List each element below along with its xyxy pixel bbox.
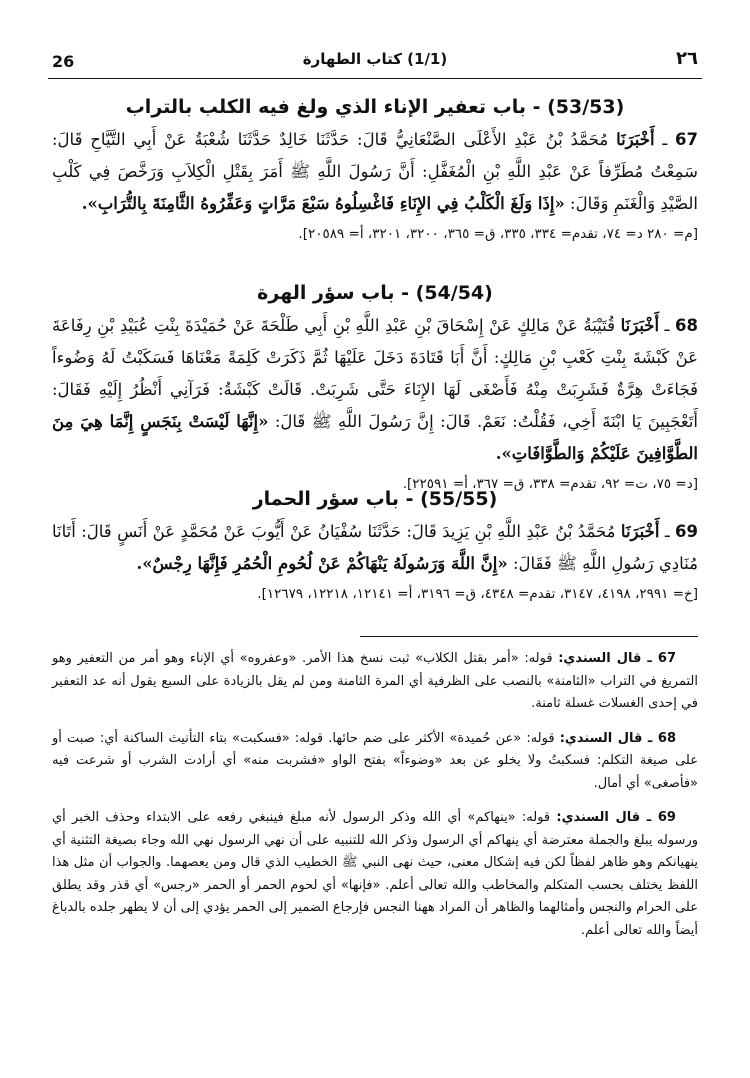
chapter-heading: (55/55) - باب سؤر الحمار bbox=[252, 488, 498, 510]
hadith-matn: «إِنَّ اللَّهَ وَرَسُولَهُ يَنْهَاكُمْ عَنْ لُحُومِ الْحُمُرِ فَإِنَّهَا رِجْسٌ». bbox=[136, 554, 508, 573]
hadith-references: [د= ٧٥، ت= ٩٢، تقدم= ٣٣٨، ق= ٣٦٧، أ= ٢٢٥٩١]. bbox=[402, 476, 698, 492]
hadith-text: 69 ـ أَخْبَرَنَا مُحَمَّدُ بْنُ عَبْدِ اللَّهِ بْنِ يَزِيدَ قَالَ: حَدَّثَنَا سُفْيَانُ عَنْ أَيُّوبَ عَنْ مُحَمَّدٍ عَنْ أَنَسٍ قَالَ: أَتَانَا مُنَادِي رَسُولِ اللَّهِ ﷺ فَقَالَ: «إِنَّ اللَّهَ وَرَسُولَهُ يَنْهَاكُمْ عَنْ لُحُومِ الْحُمُرِ فَإِنَّهَا رِجْسٌ». bbox=[52, 522, 699, 573]
hadith-text: 68 ـ أَخْبَرَنَا قُتَيْبَةُ عَنْ مَالِكٍ عَنْ إِسْحَاقَ بْنِ عَبْدِ اللَّهِ بْنِ أَبِي طَلْحَةَ عَنْ حُمَيْدَةَ بِنْتِ عُبَيْدِ بْنِ رِفَاعَةَ عَنْ كَبْشَةَ بِنْتِ كَعْبِ بْنِ مَالِكٍ: أَنَّ أَبَا قَتَادَةَ دَخَلَ عَلَيْهَا ثُمَّ ذَكَرَتْ كَلِمَةً مَعْنَاهَا فَسَكَبْتُ لَهُ وَضُوءاً فَجَاءَتْ هِرَّةٌ فَشَرِبَتْ مِنْهُ فَأَصْغَى لَهَا الإِنَاءَ حَتَّى شَرِبَتْ. قَالَتْ كَبْشَةُ: فَرَآنِي أَنْظُرُ إِلَيْهِ فَقَالَ: أَتَعْجَبِينَ يَا ابْنَةَ أَخِي، فَقُلْتُ: نَعَمْ. قَالَ: إِنَّ رَسُولَ اللَّهِ ﷺ قَالَ: «إِنَّهَا لَيْسَتْ بِنَجَسٍ إِنَّمَا هِيَ مِنَ الطَّوَّافِينَ عَلَيْكُمْ وَالطَّوَّافَاتِ». bbox=[52, 316, 699, 463]
chapter-heading: (54/54) - باب سؤر الهرة bbox=[257, 282, 493, 304]
chapter-heading: (53/53) - باب تعفير الإناء الذي ولغ فيه الكلب بالتراب bbox=[125, 96, 625, 118]
hadith-block bbox=[52, 310, 698, 496]
footnote-text: قوله: «أمر بقتل الكلاب» ثبت نسخ هذا الأمر. «وعفروه» أي الإناء وهو أمر من التعفير وهو التمريغ في التراب «الثامنة» بالنصب على الظرفية أي المرة الثامنة ومن لم يقل بالزيادة على السبع يقول أنه عد التعفير في إحدى الغسلات غسلة ثامنة. bbox=[52, 651, 698, 711]
hadith-isnad: قُتَيْبَةُ عَنْ مَالِكٍ عَنْ إِسْحَاقَ بْنِ عَبْدِ اللَّهِ بْنِ أَبِي طَلْحَةَ عَنْ حُمَيْدَةَ بِنْتِ عُبَيْدِ بْنِ رِفَاعَةَ عَنْ كَبْشَةَ بِنْتِ كَعْبِ بْنِ مَالِكٍ: أَنَّ أَبَا قَتَادَةَ دَخَلَ عَلَيْهَا ثُمَّ ذَكَرَتْ كَلِمَةً مَعْنَاهَا فَسَكَبْتُ لَهُ وَضُوءاً فَجَاءَتْ هِرَّةٌ فَشَرِبَتْ مِنْهُ فَأَصْغَى لَهَا الإِنَاءَ حَتَّى شَرِبَتْ. قَالَتْ كَبْشَةُ: فَرَآنِي أَنْظُرُ إِلَيْهِ فَقَالَ: أَتَعْجَبِينَ يَا ابْنَةَ أَخِي، فَقُلْتُ: نَعَمْ. قَالَ: إِنَّ رَسُولَ اللَّهِ ﷺ قَالَ: bbox=[52, 316, 699, 431]
page-number-arabic: ٢٦ bbox=[676, 48, 698, 69]
hadith-number: 67 bbox=[675, 130, 699, 149]
footnote-rule bbox=[360, 636, 698, 637]
footnote-text: قوله: «ينهاكم» أي الله وذكر الرسول لأنه مبلغ فينبغي رفعه على الابتداء وحذف الخبر أي ورسوله يبلغ والجملة معترضة أي ينهاكم أي الرسول وذكر الله للتنبيه على أن نهي الرسول نهي الله وجاء بصيغة التثنية أي ينهيانكم وهو ظاهر لفظاً لكن فيه إشكال معنى، حيث نهى النبي ﷺ الخطيب الذي قال ومن يعصهما. والجواب أن مثل هذا اللفظ يختلف بحسب المتكلم والمخاطب والله تعالى أعلم. «فإنها» أي لحوم الحمر أو الحمر «رجس» أي قذر وقد يطلق على الحرام والنجس وأمثالهما والظاهر أن المراد ههنا النجس فإرجاع الضمير إلى الحمر يؤدي إلى أن لا يطهر جلده بالدباغ أيضاً والله تعالى أعلم. bbox=[52, 810, 698, 938]
hadith-references: [م= ٢٨٠ د= ٧٤، تقدم= ٣٣٤، ٣٣٥، ق= ٣٦٥، ٣٢٠٠، ٣٢٠١، أ= ٢٠٥٨٩]. bbox=[298, 226, 698, 242]
footnote-lead: 68 ـ قال السندي: bbox=[559, 730, 676, 746]
footnote bbox=[52, 807, 698, 942]
footnote bbox=[52, 648, 698, 716]
hadith-references: [خ= ٢٩٩١، ٤١٩٨، ٣١٤٧، تقدم= ٤٣٤٨، ق= ٣١٩٦، أ= ١٢١٤١، ١٢٢١٨، ١٢٦٧٩]. bbox=[257, 586, 698, 602]
hadith-isnad: مُحَمَّدُ بْنُ عَبْدِ الأَعْلَى الصَّنْعَانِيُّ قَالَ: حَدَّثَنَا خَالِدٌ حَدَّثَنَا شُعْبَةُ عَنْ أَبِي التَّيَّاحِ قَالَ: سَمِعْتُ مُطَرِّفاً عَنْ عَبْدِ اللَّهِ بْنِ الْمُغَفَّلِ: أَنَّ رَسُولَ اللَّهِ ﷺ أَمَرَ بِقَتْلِ الْكِلاَبِ وَرَخَّصَ فِي كَلْبِ الصَّيْدِ وَالْغَنَمِ وَقَالَ: bbox=[52, 130, 698, 213]
hadith-matn: «إِذَا وَلَغَ الْكَلْبُ فِي الإِنَاءِ فَاغْسِلُوهُ سَبْعَ مَرَّاتٍ وَعَفِّرُوهُ الثَّامِنَةَ بِالتُّرَابِ». bbox=[81, 194, 565, 213]
hadith-number: 68 bbox=[675, 316, 698, 335]
footnotes bbox=[52, 648, 698, 954]
hadith-opening: أَخْبَرَنَا bbox=[620, 522, 660, 541]
hadith-opening: أَخْبَرَنَا bbox=[620, 316, 660, 335]
footnote-text: قوله: «عن حُميدة» الأكثر على ضم حائها. قوله: «فسكبت» بتاء التأنيث الساكنة أي: صبت أو على صيغة التكلم: فسكبتُ ولا يخلو عن بعد «وضوءاً» بفتح الواو «فشربت منه» أي أرادت الشرب أو شرعت فيه «فأصغى» أي أمال. bbox=[52, 730, 698, 791]
page-header bbox=[52, 44, 698, 74]
footnote bbox=[52, 728, 698, 796]
hadith-number: 69 bbox=[675, 522, 699, 541]
hadith-opening: أَخْبَرَنَا bbox=[616, 130, 655, 149]
hadith-text: 67 ـ أَخْبَرَنَا مُحَمَّدُ بْنُ عَبْدِ الأَعْلَى الصَّنْعَانِيُّ قَالَ: حَدَّثَنَا خَالِدٌ حَدَّثَنَا شُعْبَةُ عَنْ أَبِي التَّيَّاحِ قَالَ: سَمِعْتُ مُطَرِّفاً عَنْ عَبْدِ اللَّهِ بْنِ الْمُغَفَّلِ: أَنَّ رَسُولَ اللَّهِ ﷺ أَمَرَ بِقَتْلِ الْكِلاَبِ وَرَخَّصَ فِي كَلْبِ الصَّيْدِ وَالْغَنَمِ وَقَالَ: «إِذَا وَلَغَ الْكَلْبُ فِي الإِنَاءِ فَاغْسِلُوهُ سَبْعَ مَرَّاتٍ وَعَفِّرُوهُ الثَّامِنَةَ بِالتُّرَابِ». bbox=[52, 130, 699, 213]
page-number-latin: 26 bbox=[52, 52, 75, 71]
running-title: (1/1) كتاب الطهارة bbox=[302, 50, 448, 68]
hadith-block bbox=[52, 124, 698, 246]
header-rule bbox=[48, 78, 702, 79]
hadith-block bbox=[52, 516, 698, 606]
hadith-matn: «إِنَّهَا لَيْسَتْ بِنَجَسٍ إِنَّمَا هِيَ مِنَ الطَّوَّافِينَ عَلَيْكُمْ وَالطَّوَّافَاتِ». bbox=[52, 412, 698, 463]
footnote-lead: 69 ـ قال السندي: bbox=[556, 810, 676, 825]
hadith-isnad: مُحَمَّدُ بْنُ عَبْدِ اللَّهِ بْنِ يَزِيدَ قَالَ: حَدَّثَنَا سُفْيَانُ عَنْ أَيُّوبَ عَنْ مُحَمَّدٍ عَنْ أَنَسٍ قَالَ: أَتَانَا مُنَادِي رَسُولِ اللَّهِ ﷺ فَقَالَ: bbox=[52, 522, 698, 573]
footnote-lead: 67 ـ قال السندي: bbox=[558, 651, 676, 666]
